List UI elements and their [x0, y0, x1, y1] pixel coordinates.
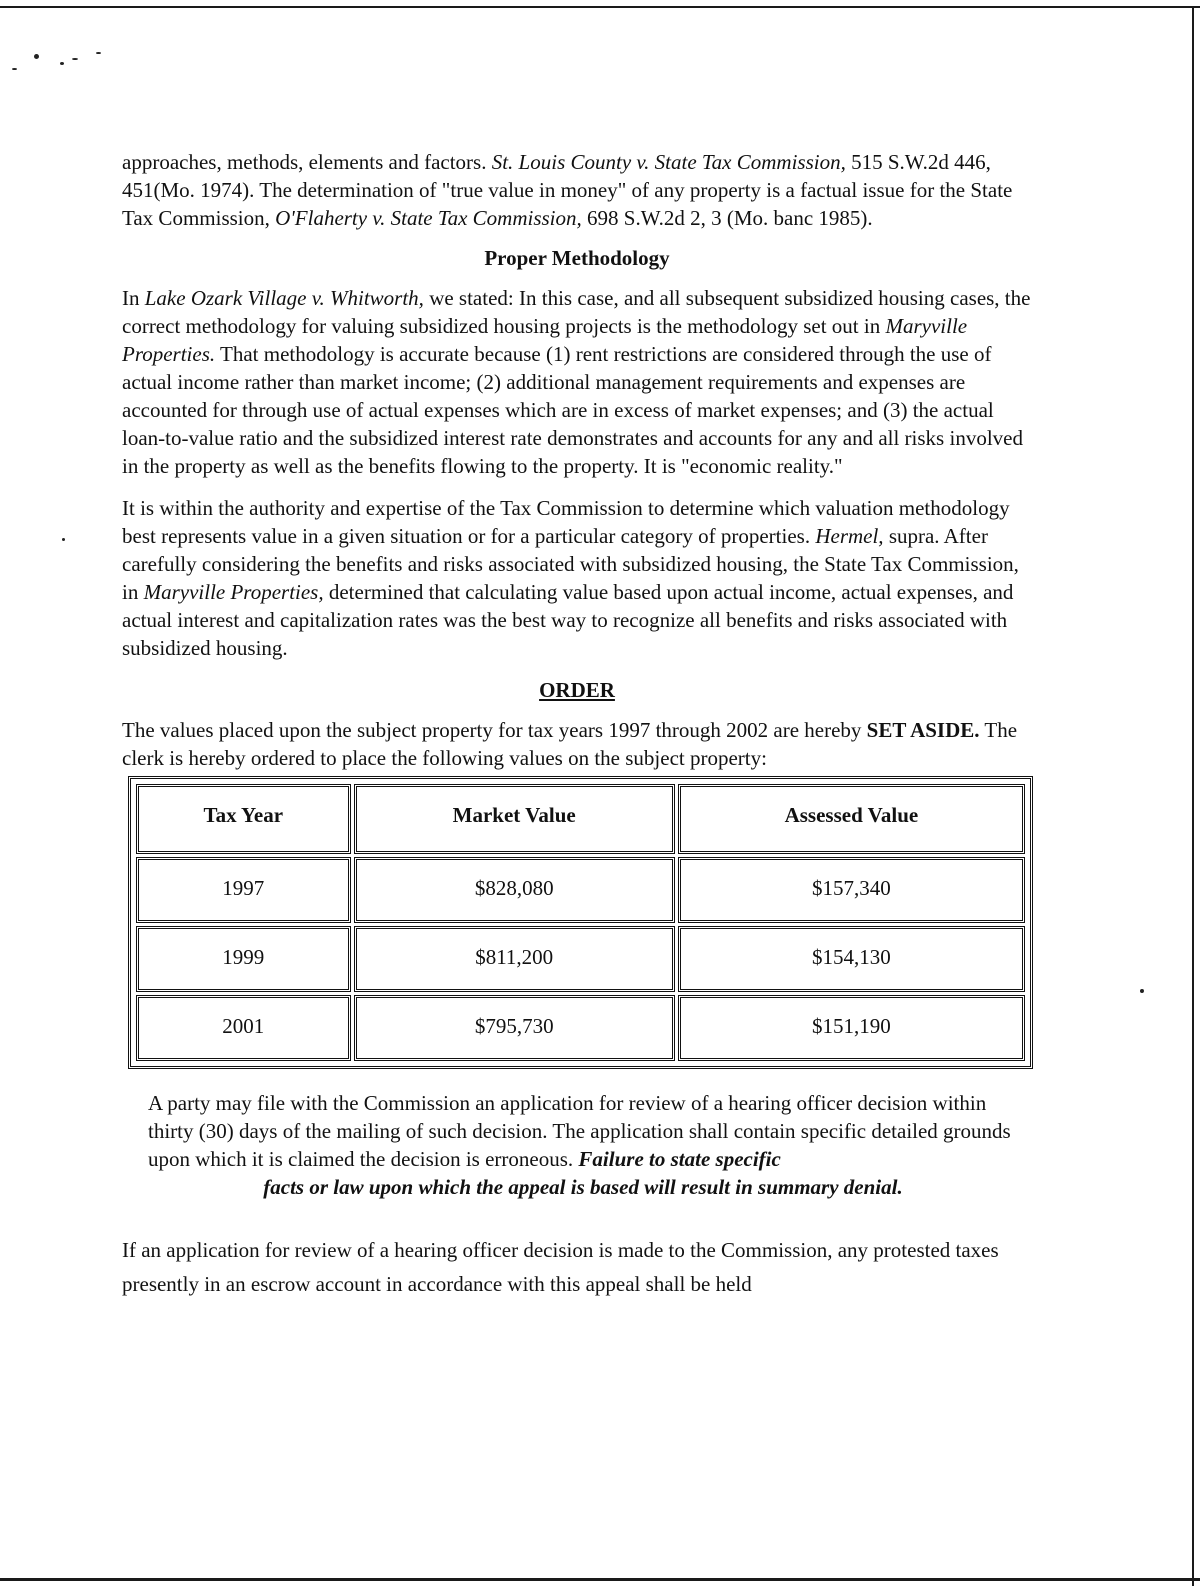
set-aside-text: SET ASIDE. [866, 718, 980, 742]
paragraph-text: It is within the authority and expertise of the Tax Commission to determine which valuation methodology best represents value in a given situation or for a particular category of properties. [122, 496, 1010, 548]
table-header-row [136, 784, 1025, 854]
scan-speck [62, 538, 65, 541]
scan-speck [96, 52, 101, 54]
order-text: The values placed upon the subject property for tax years 1997 through 2002 are hereby [122, 718, 867, 742]
values-table-frame [128, 776, 1033, 1069]
methodology-paragraph-1 [122, 284, 1032, 480]
tax-year-cell: 2001 [136, 995, 351, 1061]
methodology-heading: Proper Methodology [484, 246, 670, 270]
case-citation: Maryville Properties, [143, 580, 324, 604]
page-border-top [0, 6, 1200, 8]
tax-year-cell: 1999 [136, 926, 351, 992]
assessed-value-cell: $157,340 [678, 857, 1025, 923]
final-paragraph: If an application for review of a hearing officer decision is made to the Commission, any protested taxes presently in an escrow account in accordance with this appeal shall be held [122, 1238, 999, 1296]
values-table [133, 781, 1028, 1064]
scan-speck [72, 58, 78, 60]
order-heading: ORDER [539, 678, 615, 702]
table-row [136, 857, 1025, 923]
case-citation: Maryville Properties. [122, 314, 968, 366]
intro-paragraph [122, 148, 1032, 232]
case-citation: O'Flaherty v. State Tax Commission, [275, 206, 582, 230]
page-border-right [1192, 6, 1194, 1586]
review-notice [148, 1089, 1018, 1201]
assessed-value-cell: $151,190 [678, 995, 1025, 1061]
scan-speck [34, 54, 39, 59]
paragraph-text: In [122, 286, 145, 310]
tax-year-cell: 1997 [136, 857, 351, 923]
page-border-bottom [0, 1578, 1200, 1581]
intro-text: 515 S.W.2d 446, 451(Mo. 1974). The determination of "true value in money" of any property is a factual issue for the State Tax Commission, [122, 150, 1013, 230]
column-header-tax-year: Tax Year [136, 784, 351, 854]
paragraph-text: we stated: In this case, and all subsequent subsidized housing cases, the correct methodology for valuing subsidized housing projects is the methodology set out in [122, 286, 1031, 338]
notice-text: A party may file with the Commission an application for review of a hearing officer decision within thirty (30) days of the mailing of such decision. The application shall contain specific detailed grounds upon which it is claimed the decision is erroneous. [148, 1091, 1011, 1171]
market-value-cell: $795,730 [354, 995, 675, 1061]
scan-speck [60, 62, 64, 65]
document-body [122, 148, 1032, 1301]
column-header-assessed-value: Assessed Value [678, 784, 1025, 854]
order-text: The clerk is hereby ordered to place the following values on the subject property: [122, 718, 1018, 770]
case-citation: Lake Ozark Village v. Whitworth, [144, 286, 424, 310]
intro-text: 698 S.W.2d 2, 3 (Mo. banc 1985). [581, 206, 873, 230]
scan-speck [12, 68, 17, 70]
table-row [136, 926, 1025, 992]
methodology-paragraph-2 [122, 494, 1032, 662]
order-paragraph [122, 716, 1032, 772]
market-value-cell: $828,080 [354, 857, 675, 923]
paragraph-text: supra. After carefully considering the benefits and risks associated with subsidized housing, the State Tax Commission, in [122, 524, 1019, 604]
paragraph-text: That methodology is accurate because (1) rent restrictions are considered through the use of actual income rather than market income; (2) additional management requirements and expenses are accounted for through use of actual expenses which are in excess of market expenses; and (3) the actual loan-to-value ratio and the subsidized interest rate demonstrates and accounts for any and all risks involved in the property as well as the benefits flowing to the property. It is "economic reality." [122, 342, 1023, 478]
notice-warning-text: facts or law upon which the appeal is based will result in summary denial. [263, 1175, 903, 1199]
case-citation: St. Louis County v. State Tax Commission, [491, 150, 846, 174]
case-citation: Hermel, [815, 524, 884, 548]
paragraph-text: determined that calculating value based upon actual income, actual expenses, and actual interest and capitalization rates was the best way to recognize all benefits and risks associated with subsidized housing. [122, 580, 1014, 660]
market-value-cell: $811,200 [354, 926, 675, 992]
table-row [136, 995, 1025, 1061]
notice-warning-text: Failure to state specific [578, 1147, 781, 1171]
scan-speck [1140, 989, 1144, 993]
assessed-value-cell: $154,130 [678, 926, 1025, 992]
intro-text: approaches, methods, elements and factors. [122, 150, 492, 174]
column-header-market-value: Market Value [354, 784, 675, 854]
